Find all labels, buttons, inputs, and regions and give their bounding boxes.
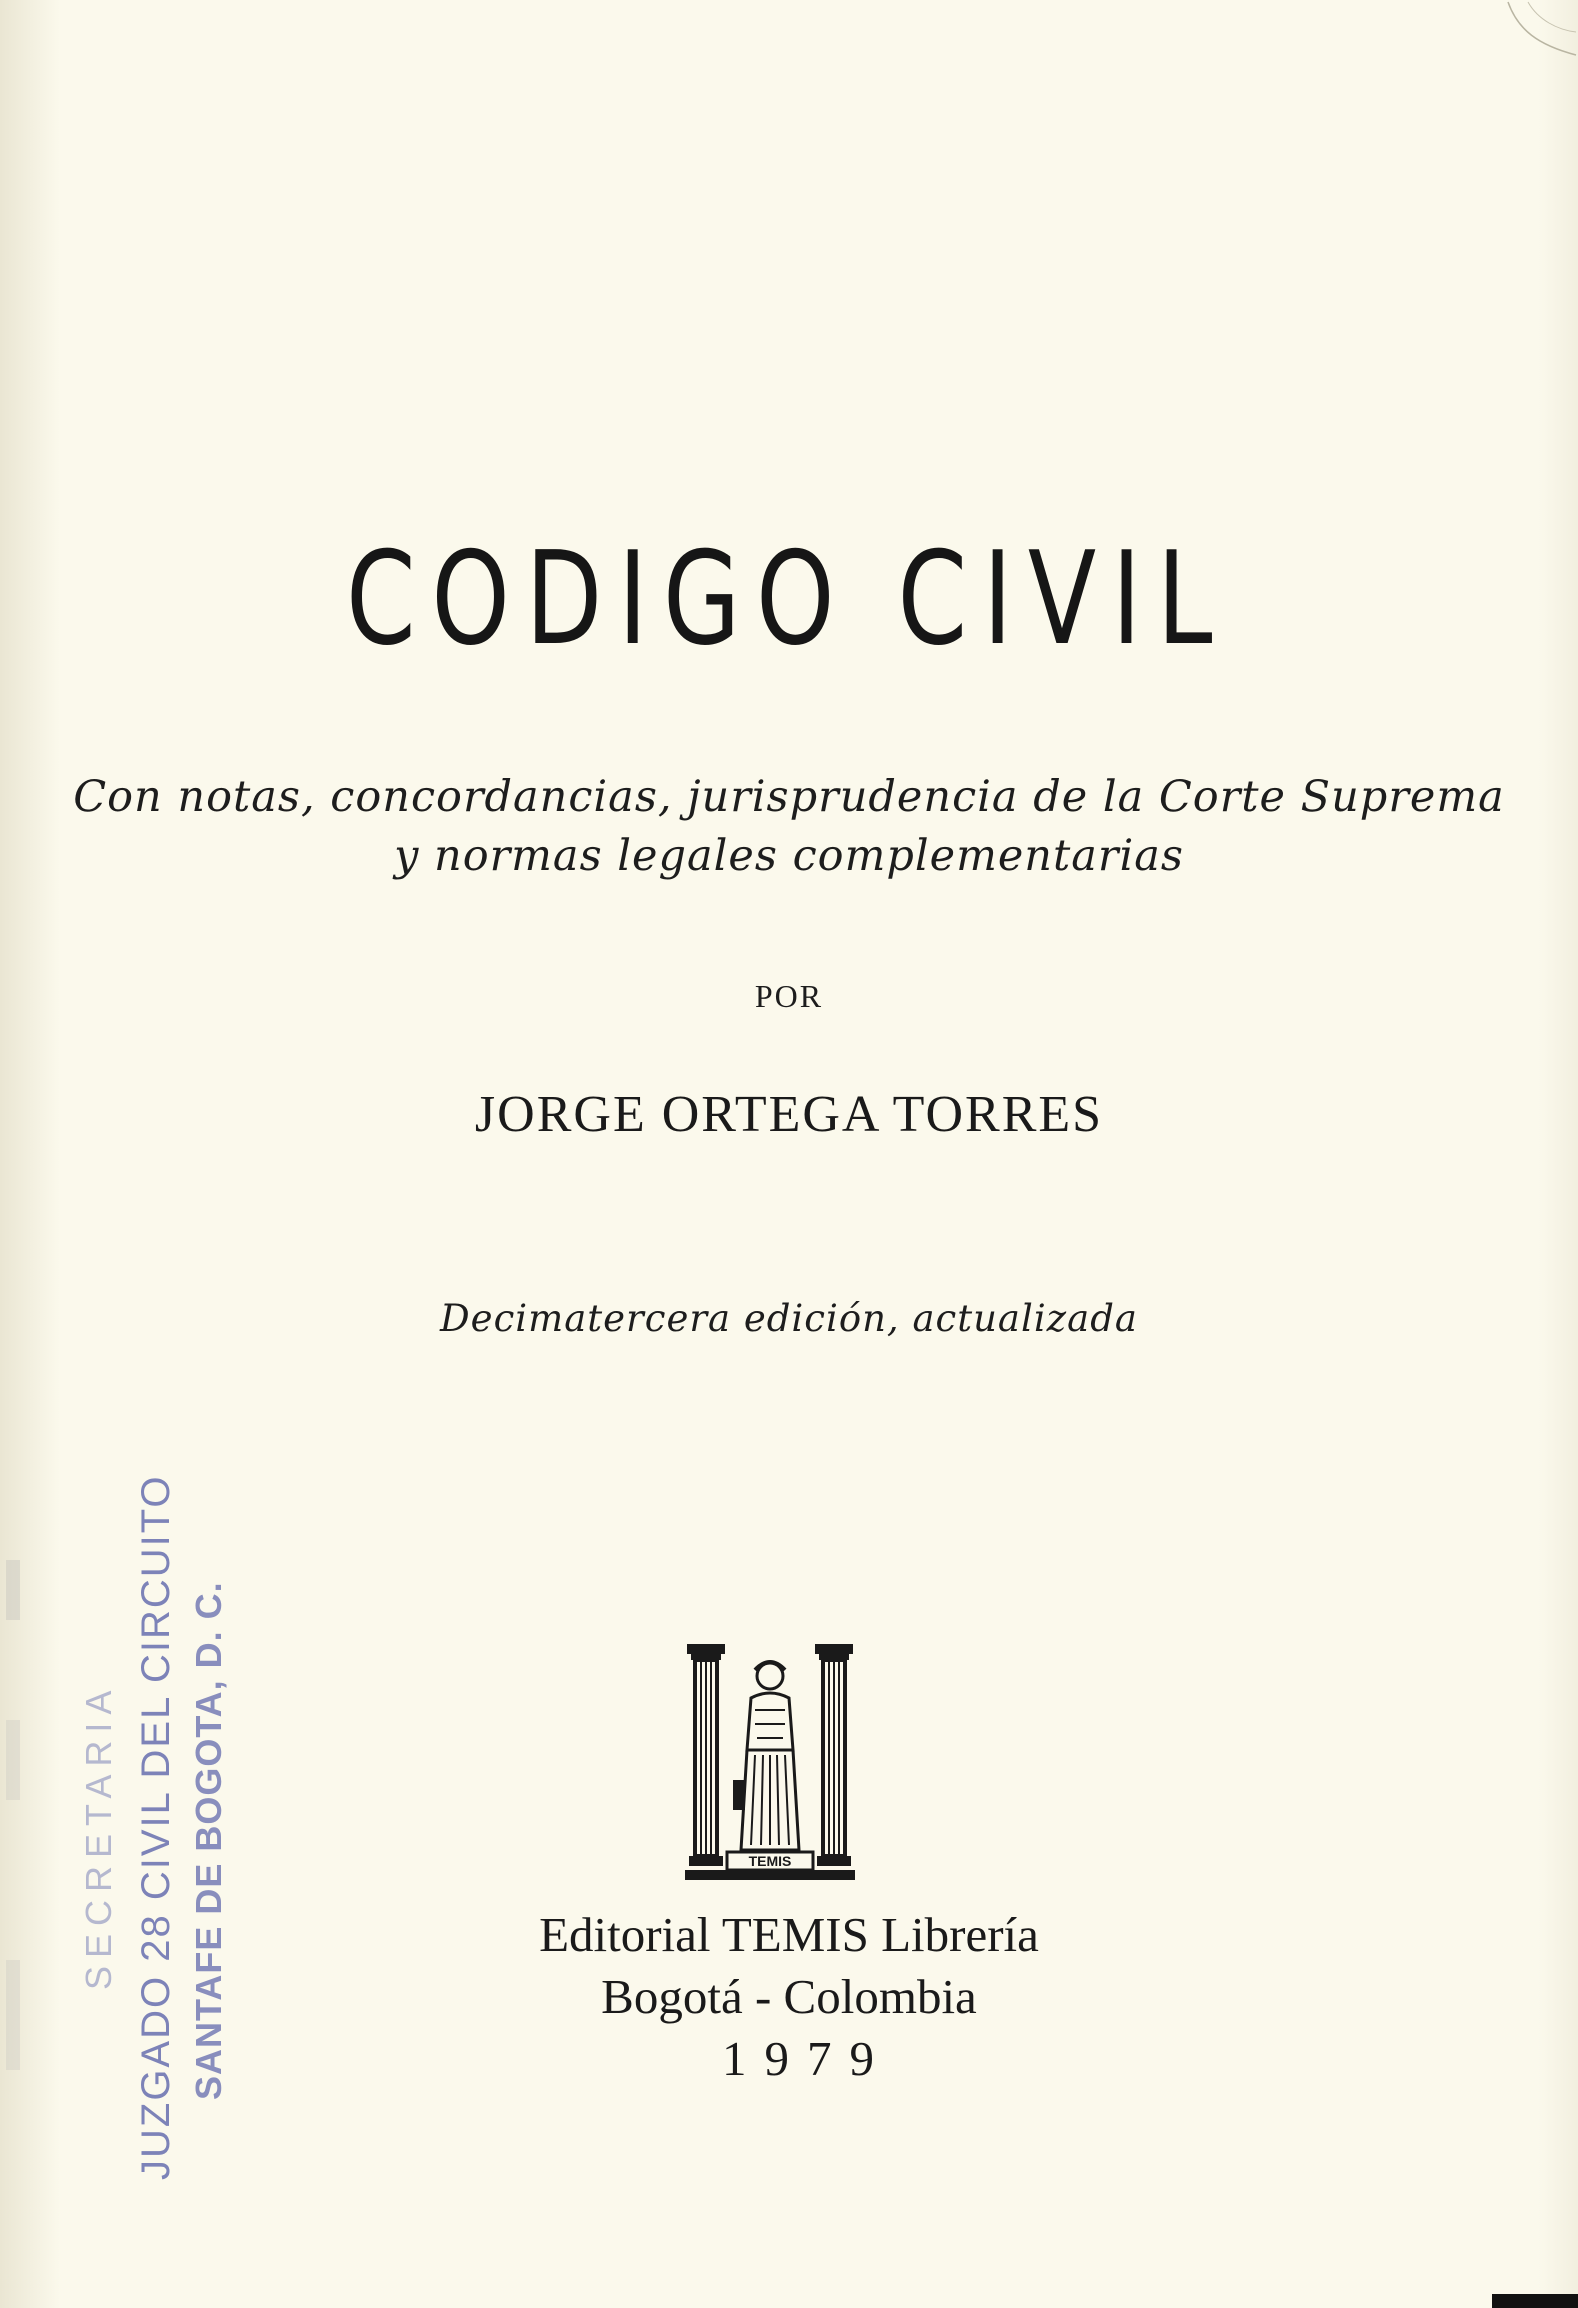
book-title: CODIGO CIVIL [346, 525, 1229, 674]
stamp-line-3: SANTAFE DE BOGOTA, D. C. [188, 1581, 229, 2100]
page-corner-curl [1488, 0, 1578, 70]
publisher-name: Editorial TEMIS Librería [539, 1907, 1039, 1962]
subtitle-line-1: Con notas, concordancias, jurisprudencia de la Corte Suprema [73, 772, 1505, 822]
author-name: JORGE ORTEGA TORRES [474, 1086, 1104, 1143]
stamp-line-2: JUZGADO 28 CIVIL DEL CIRCUITO [134, 1474, 178, 2180]
corner-scan-mark [1492, 2294, 1578, 2308]
faint-bleed-marks [0, 1540, 38, 2140]
publication-year: 1979 [722, 2031, 892, 2086]
temis-columns-logo-icon [685, 1640, 855, 1885]
subtitle-line-2: y normas legales complementarias [394, 831, 1184, 881]
logo-text: TEMIS [748, 1853, 792, 1869]
court-stamp [70, 1474, 270, 2190]
stamp-line-1: SECRETARIA [78, 1682, 119, 1990]
publisher-city: Bogotá - Colombia [601, 1969, 977, 2024]
by-label: POR [754, 978, 824, 1014]
edition-statement: Decimatercera edición, actualizada [440, 1297, 1138, 1340]
